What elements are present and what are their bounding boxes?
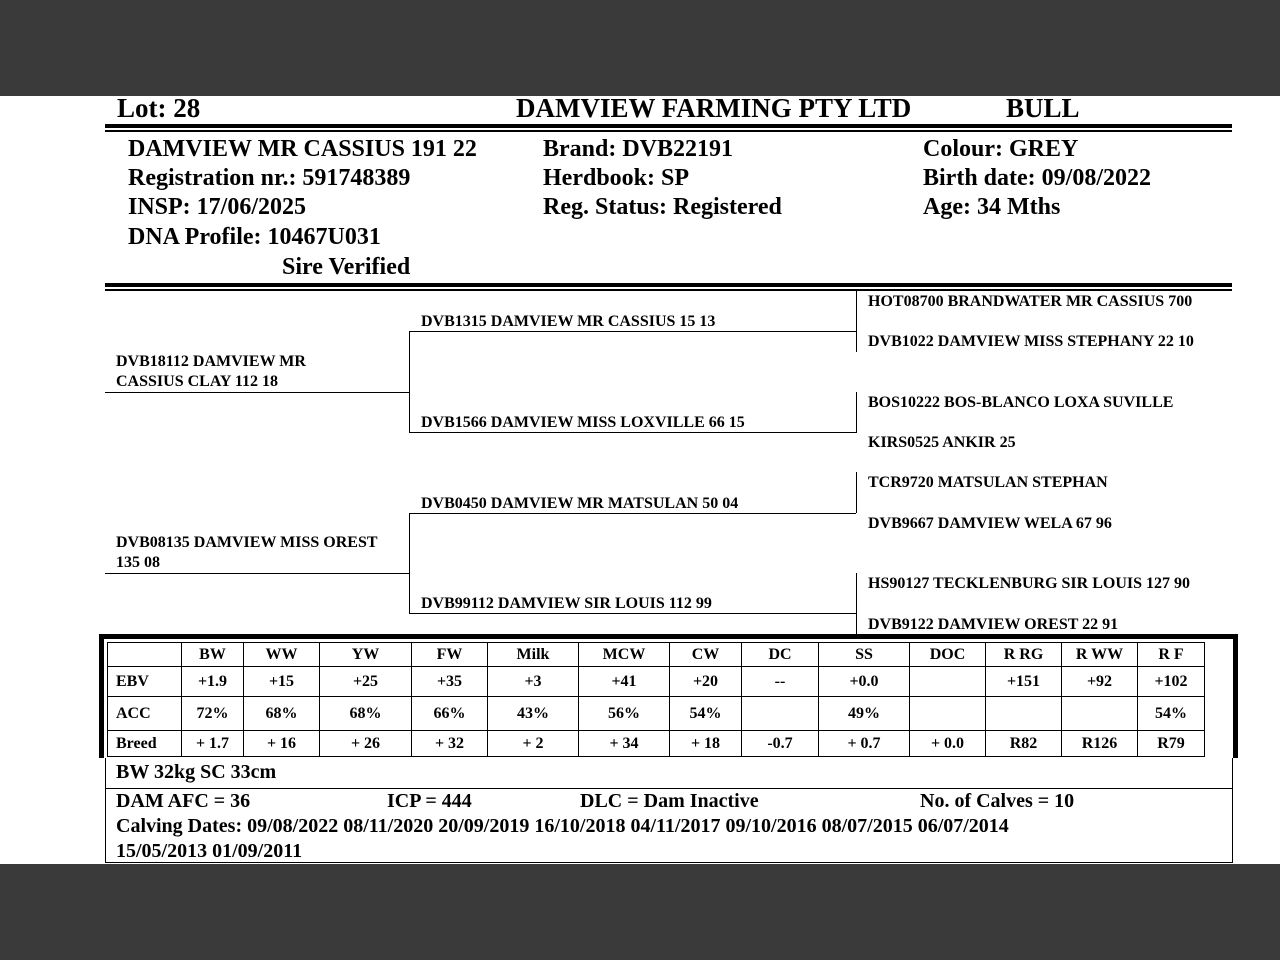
details-divider-thin bbox=[105, 289, 1232, 291]
ebv-header-cell: R F bbox=[1138, 643, 1205, 667]
pedigree-dam-sire: DVB0450 DAMVIEW MR MATSULAN 50 04 bbox=[421, 495, 739, 512]
ebv-header-cell: CW bbox=[670, 643, 742, 667]
ebv-cell: +1.9 bbox=[182, 667, 244, 697]
acc-row-label: ACC bbox=[108, 697, 182, 731]
pedigree-dss: TCR9720 MATSULAN STEPHAN bbox=[868, 474, 1108, 491]
seller-name: DAMVIEW FARMING PTY LTD bbox=[516, 93, 912, 123]
ebv-cell: +41 bbox=[579, 667, 670, 697]
acc-cell: 43% bbox=[488, 697, 579, 731]
ebv-header-cell: FW bbox=[412, 643, 488, 667]
animal-name: DAMVIEW MR CASSIUS 191 22 bbox=[128, 136, 477, 162]
ebv-header-cell: DOC bbox=[910, 643, 986, 667]
number-of-calves: No. of Calves = 10 bbox=[920, 790, 1075, 812]
ebv-header-cell: WW bbox=[244, 643, 320, 667]
pedigree-sire-dam: DVB1566 DAMVIEW MISS LOXVILLE 66 15 bbox=[421, 414, 745, 431]
ebv-cell: +3 bbox=[488, 667, 579, 697]
dam-afc: DAM AFC = 36 bbox=[116, 790, 251, 812]
herdbook: Herdbook: SP bbox=[543, 165, 690, 191]
acc-row bbox=[108, 697, 1205, 731]
breed-cell: R82 bbox=[986, 731, 1062, 757]
ebv-row bbox=[108, 667, 1205, 697]
pedigree-dds: HS90127 TECKLENBURG SIR LOUIS 127 90 bbox=[868, 575, 1190, 592]
ebv-row-label: EBV bbox=[108, 667, 182, 697]
animal-sex: BULL bbox=[1006, 93, 1080, 123]
ebv-cell bbox=[910, 667, 986, 697]
pedigree-ddd: DVB9122 DAMVIEW OREST 22 91 bbox=[868, 616, 1119, 633]
breed-cell: + 16 bbox=[244, 731, 320, 757]
ebv-header-cell: Milk bbox=[488, 643, 579, 667]
pedigree-dsd: DVB9667 DAMVIEW WELA 67 96 bbox=[868, 515, 1112, 532]
ebv-header-cell: DC bbox=[742, 643, 819, 667]
breed-cell: R79 bbox=[1138, 731, 1205, 757]
measurements: BW 32kg SC 33cm bbox=[116, 761, 277, 783]
pedigree-dam: DVB08135 DAMVIEW MISS OREST 135 08 bbox=[116, 534, 378, 571]
ebv-table bbox=[107, 642, 1205, 757]
pedigree-sdd: KIRS0525 ANKIR 25 bbox=[868, 434, 1016, 451]
icp: ICP = 444 bbox=[387, 790, 472, 812]
breed-row bbox=[108, 731, 1205, 757]
breed-cell: + 1.7 bbox=[182, 731, 244, 757]
pedigree-sss: HOT08700 BRANDWATER MR CASSIUS 700 bbox=[868, 293, 1193, 310]
ebv-header-cell: YW bbox=[320, 643, 412, 667]
acc-cell: 72% bbox=[182, 697, 244, 731]
ebv-cell: +0.0 bbox=[819, 667, 910, 697]
lot-number: Lot: 28 bbox=[117, 93, 201, 123]
sire-verified: Sire Verified bbox=[282, 254, 411, 280]
header-divider-thin bbox=[105, 130, 1232, 132]
ebv-cell: +25 bbox=[320, 667, 412, 697]
breed-cell: + 32 bbox=[412, 731, 488, 757]
birth-date: Birth date: 09/08/2022 bbox=[923, 165, 1151, 191]
breed-cell: + 34 bbox=[579, 731, 670, 757]
acc-cell: 68% bbox=[320, 697, 412, 731]
brand: Brand: DVB22191 bbox=[543, 136, 734, 162]
ebv-header-cell: SS bbox=[819, 643, 910, 667]
colour: Colour: GREY bbox=[923, 136, 1079, 162]
acc-cell: 56% bbox=[579, 697, 670, 731]
details-divider bbox=[105, 283, 1232, 287]
breed-cell: + 0.7 bbox=[819, 731, 910, 757]
acc-cell: 68% bbox=[244, 697, 320, 731]
breed-cell: + 0.0 bbox=[910, 731, 986, 757]
ebv-cell: +92 bbox=[1062, 667, 1138, 697]
ebv-header-cell: MCW bbox=[579, 643, 670, 667]
acc-cell: 66% bbox=[412, 697, 488, 731]
ebv-header-cell bbox=[108, 643, 182, 667]
lot-document-page bbox=[0, 93, 1280, 864]
acc-cell bbox=[742, 697, 819, 731]
acc-cell: 54% bbox=[1138, 697, 1205, 731]
ebv-cell: +151 bbox=[986, 667, 1062, 697]
breed-cell: R126 bbox=[1062, 731, 1138, 757]
breed-cell: + 18 bbox=[670, 731, 742, 757]
calving-dates-continued: 15/05/2013 01/09/2011 bbox=[116, 840, 303, 862]
ebv-cell: +35 bbox=[412, 667, 488, 697]
age: Age: 34 Mths bbox=[923, 194, 1061, 220]
dlc: DLC = Dam Inactive bbox=[580, 790, 759, 812]
pedigree-ssd: DVB1022 DAMVIEW MISS STEPHANY 22 10 bbox=[868, 333, 1194, 350]
acc-cell bbox=[1062, 697, 1138, 731]
registration-number: Registration nr.: 591748389 bbox=[128, 165, 411, 191]
ebv-cell: +20 bbox=[670, 667, 742, 697]
pedigree-sire-sire: DVB1315 DAMVIEW MR CASSIUS 15 13 bbox=[421, 313, 716, 330]
ebv-header-cell: BW bbox=[182, 643, 244, 667]
dna-profile: DNA Profile: 10467U031 bbox=[128, 224, 381, 250]
pedigree-sds: BOS10222 BOS-BLANCO LOXA SUVILLE bbox=[868, 394, 1174, 411]
ebv-header-cell: R RG bbox=[986, 643, 1062, 667]
acc-cell: 49% bbox=[819, 697, 910, 731]
acc-cell: 54% bbox=[670, 697, 742, 731]
ebv-cell: -- bbox=[742, 667, 819, 697]
ebv-cell: +102 bbox=[1138, 667, 1205, 697]
header-divider bbox=[105, 124, 1232, 128]
breed-cell: + 2 bbox=[488, 731, 579, 757]
pedigree-sire: DVB18112 DAMVIEW MR CASSIUS CLAY 112 18 bbox=[116, 353, 306, 390]
breed-cell: + 26 bbox=[320, 731, 412, 757]
calving-dates: Calving Dates: 09/08/2022 08/11/2020 20/09/2019 16/10/2018 04/11/2017 09/10/2016 08/07/2015 06/07/2014 bbox=[116, 815, 1009, 837]
acc-cell bbox=[910, 697, 986, 731]
acc-cell bbox=[986, 697, 1062, 731]
pedigree-dam-dam: DVB99112 DAMVIEW SIR LOUIS 112 99 bbox=[421, 595, 712, 612]
ebv-header-cell: R WW bbox=[1062, 643, 1138, 667]
ebv-cell: +15 bbox=[244, 667, 320, 697]
breed-cell: -0.7 bbox=[742, 731, 819, 757]
breed-row-label: Breed bbox=[108, 731, 182, 757]
ebv-header-row bbox=[108, 643, 1205, 667]
inspection-date: INSP: 17/06/2025 bbox=[128, 194, 307, 220]
registration-status: Reg. Status: Registered bbox=[543, 194, 782, 220]
